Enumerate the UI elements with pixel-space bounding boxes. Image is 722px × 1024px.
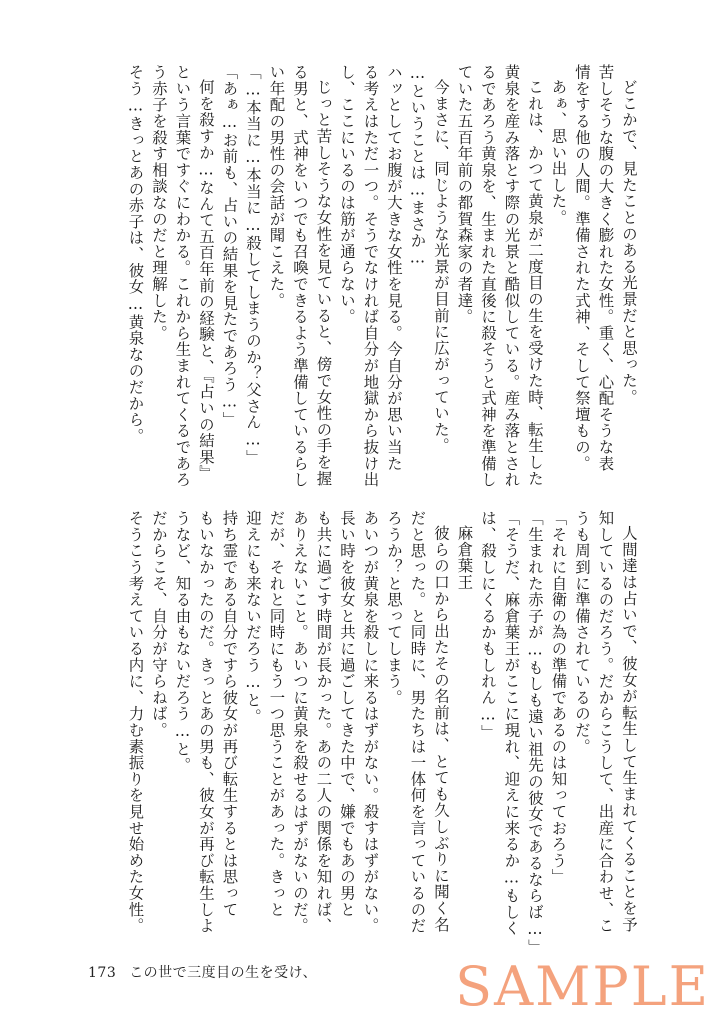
text-line: じっと苦しそうな女性を見ていると、傍で女性の手を握 <box>314 79 333 487</box>
text-line: し、ここにいるのは筋が通らない。 <box>338 64 356 325</box>
text-line: …ということは…まさか… <box>408 64 427 268</box>
text-line: 何を殺すか…なんて五百年前の経験と、『占いの結果』 <box>197 79 215 482</box>
text-line: あいつが黄泉を殺しに来るはずがない。殺すはずがない。 <box>361 510 380 934</box>
text-line: るであろう黄泉を、生まれた直後に殺そうと式神を準備し <box>479 64 497 488</box>
text-line: だからこそ、自分が守らねば。 <box>150 510 168 739</box>
text-line: 麻倉葉王 <box>455 525 474 591</box>
text-line: 長い時を彼女と共に過ごしてきた中で、嫌でもあの男と <box>338 510 356 918</box>
text-line: 人間達は占いで、彼女が転生して生まれてくることを予 <box>620 525 638 933</box>
page-number: 173 <box>88 965 117 981</box>
text-line: あぁ、思い出した。 <box>549 79 568 227</box>
text-line: どこかで、見たことのある光景だと思った。 <box>620 79 638 406</box>
text-line: 「それに自衛の為の準備であるのは知っておろう」 <box>549 510 568 885</box>
text-line: 「…本当に…本当に…殺してしまうのか？父さん…」 <box>244 64 262 466</box>
text-line: い年配の男性の会話が聞こえた。 <box>267 64 286 309</box>
text-line: 今まさに、同じような光景が目前に広がっていた。 <box>432 79 450 455</box>
text-line: る考えはただ一つ。そうでなければ自分が地獄から抜け出 <box>361 64 380 488</box>
text-line: これは、かつて黄泉が二度目の生を受けた時、転生した <box>526 79 544 487</box>
text-line: という言葉ですぐにわかる。これから生まれてくるであろ <box>173 64 192 488</box>
sample-watermark: SAMPLE <box>455 955 710 1018</box>
lower-text-block <box>123 510 640 956</box>
text-line: も共に過ごす時間が長かった。あの二人の関係を知れば、 <box>314 510 333 934</box>
text-line: ていた五百年前の都賀森家の者達。 <box>455 64 474 325</box>
page-footer <box>88 962 317 982</box>
text-line: うなど、知る由もないだろう…と。 <box>173 510 192 774</box>
text-line: う赤子を殺す相談なのだと理解した。 <box>150 64 168 342</box>
text-line: 情をする他の人間。準備された式神、そして祭壇もの。 <box>573 64 591 472</box>
text-line: 迎えにも来ないだろう…と。 <box>244 510 262 725</box>
text-line: 「そうだ、麻倉葉王がここに現れ、迎えに来るか…もしく <box>502 510 521 937</box>
text-line: そう…きっとあの赤子は、彼女…黄泉なのだから。 <box>126 64 145 445</box>
text-line: る男と、式神をいつでも召喚できるよう準備しているらし <box>291 64 309 488</box>
text-line: そうこう考えている内に、力む素振りを見せ始めた女性。 <box>126 510 145 934</box>
text-line: だと思った。と同時に、男たちは一体何を言っているのだ <box>408 510 427 934</box>
text-line: 「あぁ…お前も、占いの結果を見たであろう…」 <box>220 64 239 428</box>
text-line: 黄泉を産み落とす際の光景と酷似している。産み落とされ <box>502 64 521 488</box>
text-line: だが、それと同時にもう一つ思うことがあった。きっと <box>267 510 286 918</box>
upper-text-block <box>123 64 640 488</box>
text-line: もいなかったのだ。きっとあの男も、彼女が再び転生しよ <box>197 510 215 934</box>
text-line: うも周到に準備されているのだ。 <box>573 510 591 755</box>
text-line: 苦しそうな腹の大きく膨れた女性。重く、心配そうな表 <box>596 64 615 472</box>
text-line: ろうか？と思ってしまう。 <box>385 510 403 706</box>
text-line: は、殺しにくるかもしれん…」 <box>479 510 497 741</box>
text-line: 持ち霊である自分ですら彼女が再び転生するとは思って <box>220 510 239 918</box>
text-line: ありえないこと。あいつに黄泉を殺せるはずがないのだ。 <box>291 510 309 934</box>
running-title: この世で三度目の生を受け、 <box>129 965 318 981</box>
text-line: 「生まれた赤子が…もしも遠い祖先の彼女であるならば…」 <box>526 510 544 956</box>
text-line: ハッとしてお腹が大きな女性を見る。今自分が思い当た <box>385 64 403 472</box>
text-line: 知しているのだろう。だからこうして、出産に合わせ、こ <box>596 510 615 934</box>
text-line: 彼らの口から出たその名前は、とても久しぶりに聞く名 <box>432 525 450 933</box>
